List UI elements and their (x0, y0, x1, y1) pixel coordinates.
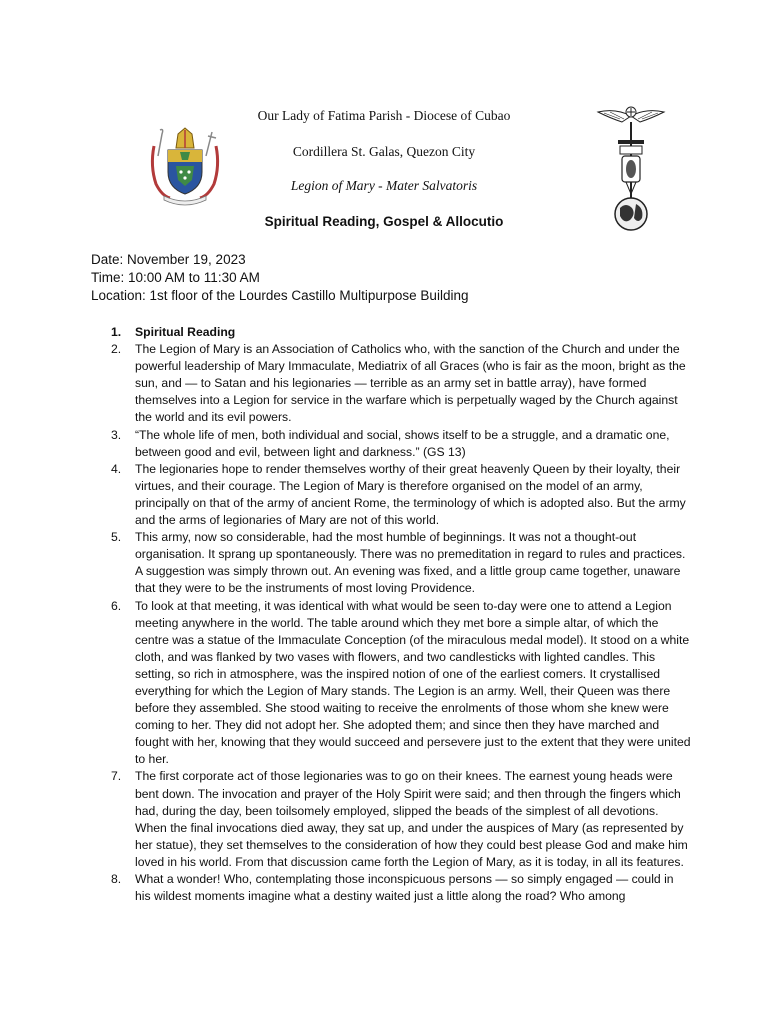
meeting-date: Date: November 19, 2023 (91, 252, 246, 267)
document-title: Spiritual Reading, Gospel & Allocutio (264, 214, 504, 229)
parish-address: Cordillera St. Galas, Quezon City (292, 144, 476, 159)
list-item: 4. The legionaries hope to render themselves worthy of their great heavenly Queen by their loyalty, their virtues, and their courage. The Legion of Mary is therefore organised on the model of an army, principally on that of the army of ancient Rome, the terminology of which is adopted also. But the army and the arms of legionaries of Mary are not of this world. (111, 461, 686, 528)
list-item: 2. The Legion of Mary is an Association of Catholics who, with the sanction of the Church and under the powerful leadership of Mary Immaculate, Mediatrix of all Graces (who is fair as the moon, bright as the sun, and — to Satan and his legionaries — terrible as an army set in battle array), have formed themselves into a Legion for service in the warfare which is perpetually waged by the Church against the world and its evil powers. (111, 342, 686, 425)
list-item: 7. The first corporate act of those legionaries was to go on their knees. The earnest young heads were bent down. The invocation and prayer of the Holy Spirit were said; and then through the fingers which had, during the day, been toilsomely employed, slipped the beads of the simplest of all devotions. When the final invocations died away, they sat up, and under the auspices of Mary (as represented by her statue), they set themselves to the consideration of how they could best please God and make him loved in his world. From that discussion came forth the Legion of Mary, as it is today, in all its features. (111, 769, 688, 869)
list-item: 6. To look at that meeting, it was identical with what would be seen to-day were one to attend a Legion meeting anywhere in the world. The table around which they met bore a simple altar, of which the centre was a statue of the Immaculate Conception (of the miraculous medal model). It stood on a white cloth, and was flanked by two vases with flowers, and two candlesticks with lighted candles. This setting, so rich in atmosphere, was the inspired notion of one of the earliest comers. It crystallised everything for which the Legion of Mary stands. The Legion is an army. Well, their Queen was there before they assembled. She stood waiting to receive the enrolments of those whom she knew were coming to her. They did not adopt her. She adopted them; and since then they have marched and fought with her, knowing that they would succeed and persevere just to the extent that they were united to her. (111, 598, 691, 767)
list-item: 5. This army, now so considerable, had the most humble of beginnings. It was not a thought-out organisation. It sprang up spontaneously. There was no premeditation in regard to rules and practices. A suggestion was simply thrown out. An evening was fixed, and a little group came together, unaware that they were to be the instruments of most loving Providence. (111, 530, 686, 596)
legion-praesidium: Legion of Mary - Mater Salvatoris (290, 178, 478, 193)
meeting-location: Location: 1st floor of the Lourdes Castillo Multipurpose Building (91, 288, 469, 303)
parish-name: Our Lady of Fatima Parish - Diocese of Cubao (257, 108, 511, 123)
diocese-crest-icon (148, 126, 222, 206)
list-item: 3. “The whole life of men, both individual and social, shows itself to be a struggle, and a dramatic one, between good and evil, between light and darkness.” (GS 13) (111, 427, 670, 459)
list-item: 8. What a wonder! Who, contemplating those inconspicuous persons — so simply engaged — could in his wildest moments imagine what a destiny waited just a little along the road? Who among (111, 872, 674, 904)
spiritual-reading-list (91, 324, 691, 905)
meeting-time: Time: 10:00 AM to 11:30 AM (91, 270, 260, 285)
list-item: 1. Spiritual Reading (111, 325, 236, 339)
